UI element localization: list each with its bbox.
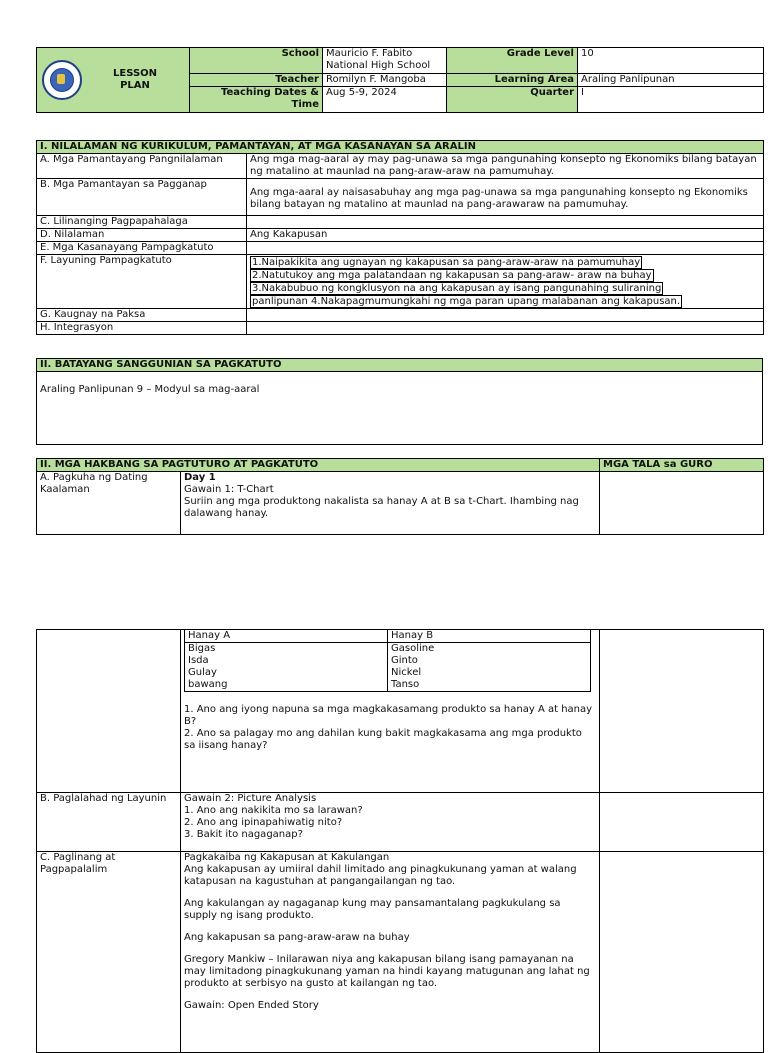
a-content: [181, 472, 600, 535]
header-table: [36, 47, 764, 113]
area-label: Learning Area: [447, 73, 578, 86]
teacher-value: Romilyn F. Mangoba: [323, 73, 447, 86]
c-p3: Ang kakapusan sa pang-araw-araw na buhay: [184, 932, 410, 943]
s1-label-d: D. Nilalaman: [37, 229, 247, 242]
tchart-left-cell: [37, 630, 181, 793]
tchart-cell: [181, 630, 600, 793]
c-p4: Gregory Mankiw – Inilarawan niya ang kakapusan bilang isang pamayanan na may limitadong pinagkukunang yaman na hindi kayang matugunan ang lahat ng produkto at serbisyo na gusto at kailangan ng tao.: [184, 954, 590, 989]
objective-3: 3.Nakabubuo ng kongklusyon na ang kakapusan ay isang pangunahing suliraning: [252, 283, 662, 294]
c-label: C. Paglinang at Pagpapalalim: [37, 852, 181, 1053]
s1-value-c: [247, 216, 764, 229]
tchart-items-a: Bigas Isda Gulay bawang: [185, 643, 388, 692]
objective-2: 2.Natutukoy ang mga palatandaan ng kakapusan sa pang-araw- araw na buhay: [252, 270, 652, 281]
section2-title: II. BATAYANG SANGGUNIAN SA PAGKATUTO: [37, 359, 763, 372]
a-label: A. Pagkuha ng Dating Kaalaman: [37, 472, 181, 535]
tchart-col-a: Hanay A: [185, 630, 388, 643]
section1-table: [36, 140, 764, 335]
gawain1-text: Suriin ang mga produktong nakalista sa hanay A at B sa t-Chart. Ihambing nag dalawang hanay.: [184, 496, 579, 519]
s1-label-b: B. Mga Pamantayan sa Pagganap: [37, 179, 247, 216]
objective-4: panlipunan 4.Nakapagmumungkahi ng mga paran upang malabanan ang kakapusan.: [252, 296, 681, 307]
c-p5: Gawain: Open Ended Story: [184, 1000, 319, 1011]
tchart: [184, 629, 591, 692]
grade-value: 10: [578, 48, 764, 74]
section2-value: Araling Panlipunan 9 – Modyul sa mag-aaral: [37, 372, 763, 445]
tchart-q2: 2. Ano sa palagay mo ang dahilan kung bakit magkakasama ang mga produkto sa iisang hanay?: [184, 728, 582, 751]
c-p2: Ang kakulangan ay nagaganap kung may pansamantalang pagkukulang sa supply ng isang produkto.: [184, 898, 561, 921]
s1-value-h: [247, 322, 764, 335]
objective-1: 1.Naipakikita ang ugnayan ng kakapusan sa pang-araw-araw na pamumuhay: [252, 257, 641, 268]
tchart-items-b: Gasoline Ginto Nickel Tanso: [388, 643, 591, 692]
c-p1: Ang kakapusan ay umiiral dahil limitado ang pinagkukunang yaman at walang katapusan na kagustuhan at pangangailangan ng tao.: [184, 864, 577, 887]
gawain1-title: Gawain 1: T-Chart: [184, 484, 274, 495]
notes-title: MGA TALA sa GURO: [600, 459, 764, 472]
s1-value-a: Ang mga mag-aaral ay may pag-unawa sa mga pangunahing konsepto ng Ekonomiks bilang batayan ng matalino at maunlad na pang-araw-araw na pamumuhay.: [247, 154, 764, 179]
s1-label-c: C. Lilinanging Pagpapahalaga: [37, 216, 247, 229]
tchart-notes: [600, 630, 764, 793]
s1-value-e: [247, 242, 764, 255]
area-value: Araling Panlipunan: [578, 73, 764, 86]
s1-label-e: E. Mga Kasanayang Pampagkatuto: [37, 242, 247, 255]
s1-label-h: H. Integrasyon: [37, 322, 247, 335]
day-label: Day 1: [184, 472, 216, 483]
b-content: Gawain 2: Picture Analysis 1. Ano ang nakikita mo sa larawan? 2. Ano ang ipinapahiwatig nito? 3. Bakit ito nagaganap?: [181, 793, 600, 852]
tchart-col-b: Hanay B: [388, 630, 591, 643]
c-notes: [600, 852, 764, 1053]
teacher-label: Teacher: [190, 73, 323, 86]
s1-value-g: [247, 309, 764, 322]
continuation-table: [36, 629, 764, 1053]
section3-title: II. MGA HAKBANG SA PAGTUTURO AT PAGKATUTO: [37, 459, 600, 472]
lesson-plan-cell: [37, 48, 190, 113]
c-content: [181, 852, 600, 1053]
quarter-value: I: [578, 87, 764, 113]
section3-table: [36, 458, 764, 535]
grade-label: Grade Level: [447, 48, 578, 74]
s1-label-a: A. Mga Pamantayang Pangnilalaman: [37, 154, 247, 179]
school-label: School: [190, 48, 323, 74]
b-notes: [600, 793, 764, 852]
s1-value-d: Ang Kakapusan: [247, 229, 764, 242]
section2-table: [36, 358, 763, 445]
school-value: Mauricio F. Fabito National High School: [323, 48, 447, 74]
c-title: Pagkakaiba ng Kakapusan at Kakulangan: [184, 852, 390, 863]
s1-objectives: [247, 255, 764, 309]
a-notes: [600, 472, 764, 535]
section1-title: I. NILALAMAN NG KURIKULUM, PAMANTAYAN, AT MGA KASANAYAN SA ARALIN: [37, 141, 764, 154]
s1-value-b: Ang mga-aaral ay naisasabuhay ang mga pag-unawa sa mga pangunahing konsepto ng Ekonomiks bilang batayan ng matalino at maunlad na pang-arawaraw na pamumuhay.: [247, 179, 764, 216]
s1-label-g: G. Kaugnay na Paksa: [37, 309, 247, 322]
lesson-plan-title: LESSON PLAN: [112, 68, 158, 91]
deped-seal-icon: [42, 60, 82, 100]
quarter-label: Quarter: [447, 87, 578, 113]
s1-label-f: F. Layuning Pampagkatuto: [37, 255, 247, 309]
dates-label: Teaching Dates & Time: [190, 87, 323, 113]
dates-value: Aug 5-9, 2024: [323, 87, 447, 113]
tchart-q1: 1. Ano ang iyong napuna sa mga magkakasamang produkto sa hanay A at hanay B?: [184, 704, 593, 727]
b-label: B. Paglalahad ng Layunin: [37, 793, 181, 852]
